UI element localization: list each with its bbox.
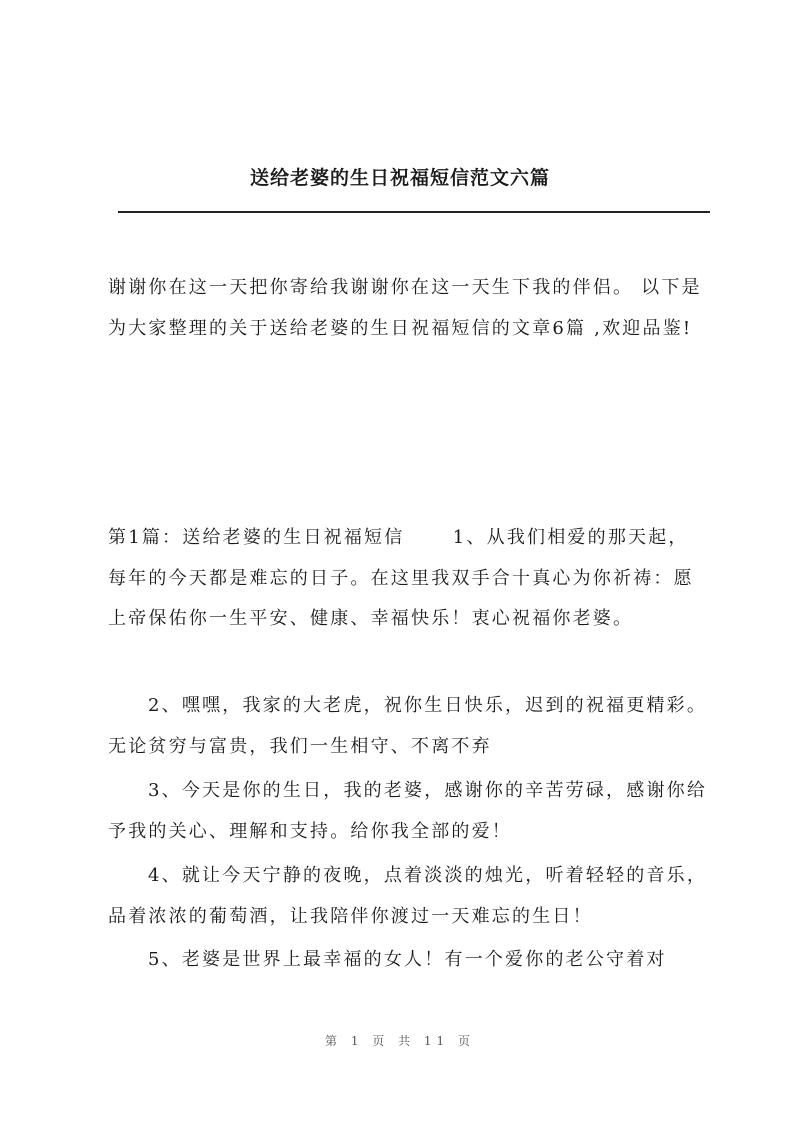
body-paragraph-4: 4、就让今天宁静的夜晚，点着淡淡的烛光，听着轻轻的音乐，品着浓浓的葡萄酒，让我陪伴你渡过一天难忘的生日！ (108, 865, 708, 927)
title-divider (118, 211, 710, 213)
body-paragraph-5: 5、老婆是世界上最幸福的女人！有一个爱你的老公守着对 (148, 949, 667, 970)
page-number-footer: 第 1 页 共 11 页 (325, 1034, 475, 1048)
page-title: 送给老婆的生日祝福短信范文六篇 (249, 167, 550, 189)
body-paragraph-2: 2、嘿嘿，我家的大老虎，祝你生日快乐，迟到的祝福更精彩。无论贫穷与富贵，我们一生相守、不离不弃 (108, 695, 708, 757)
body-paragraph-1: 第1篇：送给老婆的生日祝福短信 1、从我们相爱的那天起，每年的今天都是难忘的日子。在这里我双手合十真心为你祈祷：愿上帝保佑你一生平安、健康、幸福快乐！衷心祝福你老婆。 (108, 527, 694, 629)
intro-paragraph: 谢谢你在这一天把你寄给我谢谢你在这一天生下我的伴侣。 以下是为大家整理的关于送给老婆的生日祝福短信的文章6篇 ,欢迎品鉴! (108, 277, 702, 339)
body-paragraph-3: 3、今天是你的生日，我的老婆，感谢你的辛苦劳碌，感谢你给予我的关心、理解和支持。给你我全部的爱！ (108, 780, 708, 842)
